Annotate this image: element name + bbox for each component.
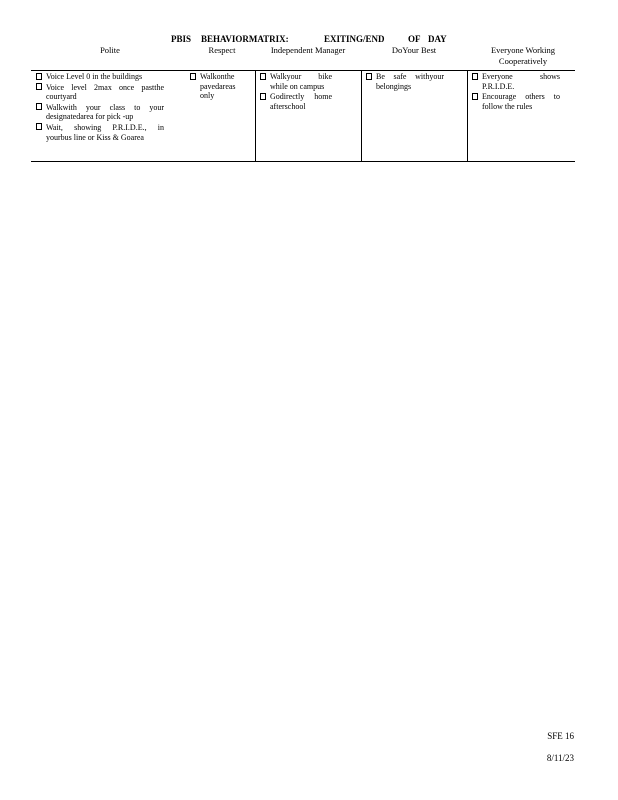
bullet-box-icon xyxy=(260,93,266,100)
column-divider xyxy=(361,70,362,161)
title-behavior-matrix: BEHAVIORMATRIX: xyxy=(201,34,289,44)
title-of: OF xyxy=(408,34,421,44)
bullet-box-icon xyxy=(36,123,42,130)
footer-code: SFE 16 xyxy=(547,731,574,741)
bullet-box-icon xyxy=(472,93,478,100)
list-item: Voice level 2max once pastthe courtyard xyxy=(36,83,164,102)
list-item: Wait, showing P.R.I.D.E., in yourbus line or Kiss & Goarea xyxy=(36,123,164,142)
behavior-matrix-table xyxy=(31,45,575,162)
cell-respect xyxy=(190,72,248,101)
cell-polite xyxy=(36,72,164,142)
header-rule xyxy=(31,70,575,71)
cell-independent-manager xyxy=(260,72,332,111)
header-do-your-best: DoYour Best xyxy=(391,45,437,55)
header-independent-manager: Independent Manager xyxy=(270,45,346,55)
footer-date: 8/11/23 xyxy=(546,753,574,763)
list-item: Walkyour bike while on campus xyxy=(260,72,332,91)
bullet-box-icon xyxy=(260,73,266,80)
bullet-box-icon xyxy=(366,73,372,80)
title-pbis: PBIS xyxy=(171,34,192,44)
bullet-box-icon xyxy=(36,83,42,90)
list-item: Encourage others to follow the rules xyxy=(472,92,560,111)
column-divider xyxy=(467,70,468,161)
title-day: DAY xyxy=(428,34,447,44)
list-item: Be safe withyour belongings xyxy=(366,72,444,91)
list-item: Everyone shows P.R.I.D.E. xyxy=(472,72,560,91)
header-respect: Respect xyxy=(208,45,236,55)
title-exiting-end: EXITING/END xyxy=(324,34,385,44)
list-item: Godirectly home afterschool xyxy=(260,92,332,111)
cell-everyone-working-cooperatively xyxy=(472,72,560,111)
header-everyone-working-cooperatively: Everyone Working Cooperatively xyxy=(490,45,556,66)
cell-do-your-best xyxy=(366,72,444,91)
list-item: Voice Level 0 in the buildings xyxy=(36,72,164,82)
bullet-box-icon xyxy=(190,73,196,80)
column-divider xyxy=(255,70,256,161)
bullet-box-icon xyxy=(36,73,42,80)
header-polite: Polite xyxy=(100,45,120,55)
list-item: Walkonthe pavedareas only xyxy=(190,72,248,101)
list-item: Walkwith your class to your designatedarea for pick -up xyxy=(36,103,164,122)
bullet-box-icon xyxy=(36,103,42,110)
bullet-box-icon xyxy=(472,73,478,80)
